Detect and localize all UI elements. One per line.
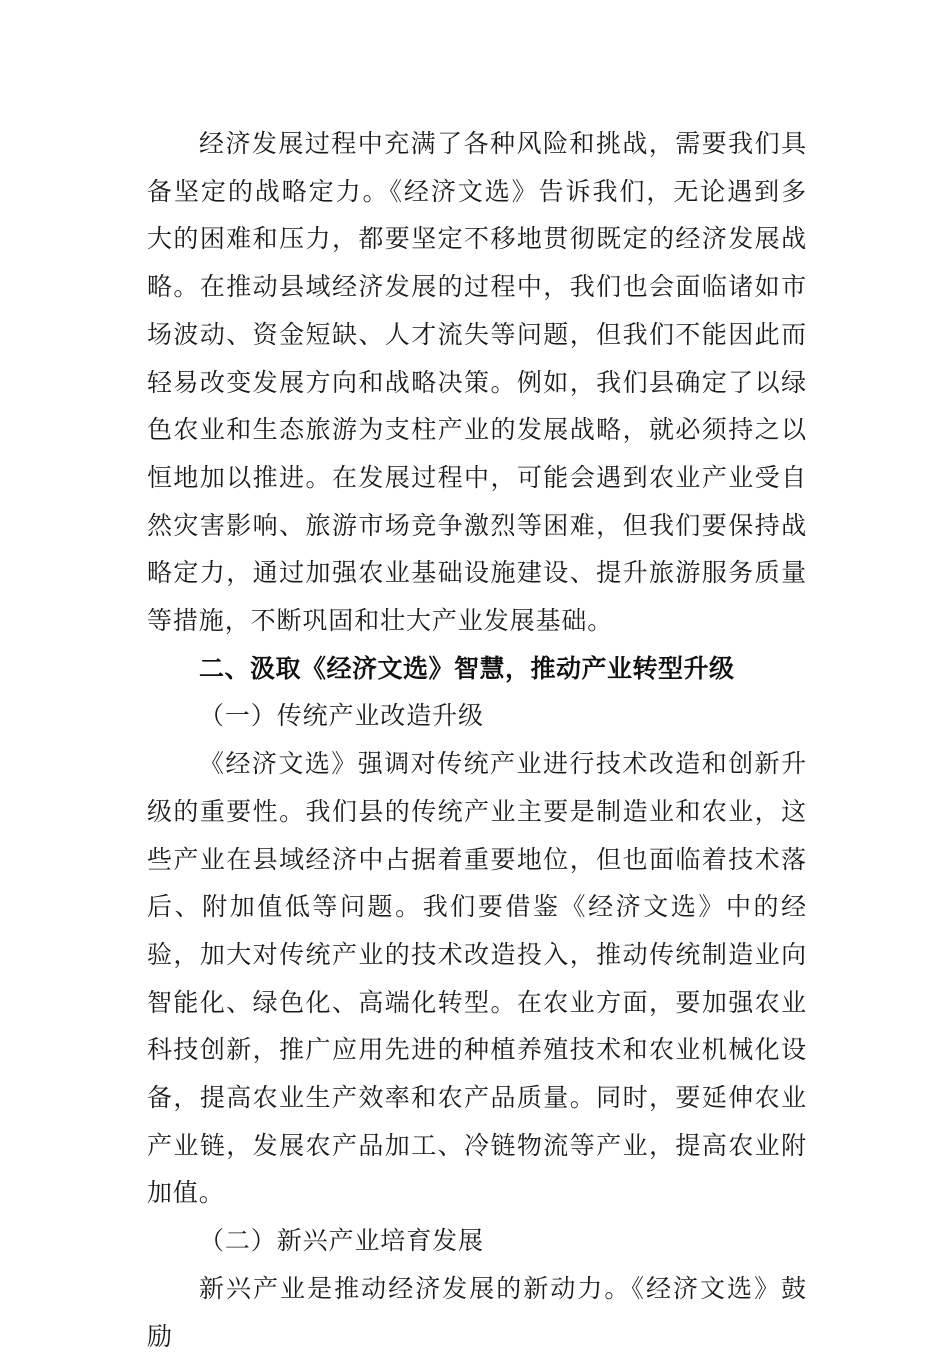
subsection-heading-traditional-industry: （一）传统产业改造升级 xyxy=(199,701,484,731)
document-body xyxy=(147,120,807,1360)
paragraph-strategic-focus: 经济发展过程中充满了各种风险和挑战，需要我们具备坚定的战略定力。《经济文选》告诉我们，无论遇到多大的困难和压力，都要坚定不移地贯彻既定的经济发展战略。在推动县域经济发展的过程中，我们也会面临诸如市场波动、资金短缺、人才流失等问题，但我们不能因此而轻易改变发展方向和战略决策。例如，我们县确定了以绿色农业和生态旅游为支柱产业的发展战略，就必须持之以恒地加以推进。在发展过程中，可能会遇到农业产业受自然灾害影响、旅游市场竞争激烈等困难，但我们要保持战略定力，通过加强农业基础设施建设、提升旅游服务质量等措施，不断巩固和壮大产业发展基础。 xyxy=(147,129,807,636)
section-heading-industrial-upgrade: 二、汲取《经济文选》智慧，推动产业转型升级 xyxy=(199,653,735,683)
subsection-heading-emerging-industry: （二）新兴产业培育发展 xyxy=(199,1226,484,1256)
paragraph-emerging-industry: 新兴产业是推动经济发展的新动力。《经济文选》鼓励 xyxy=(147,1273,807,1351)
paragraph-traditional-industry: 《经济文选》强调对传统产业进行技术改造和创新升级的重要性。我们县的传统产业主要是制造业和农业，这些产业在县域经济中占据着重要地位，但也面临着技术落后、附加值低等问题。我们要借鉴《经济文选》中的经验，加大对传统产业的技术改造投入，推动传统制造业向智能化、绿色化、高端化转型。在农业方面，要加强农业科技创新，推广应用先进的种植养殖技术和农业机械化设备，提高农业生产效率和农产品质量。同时，要延伸农业产业链，发展农产品加工、冷链物流等产业，提高农业附加值。 xyxy=(147,749,807,1208)
